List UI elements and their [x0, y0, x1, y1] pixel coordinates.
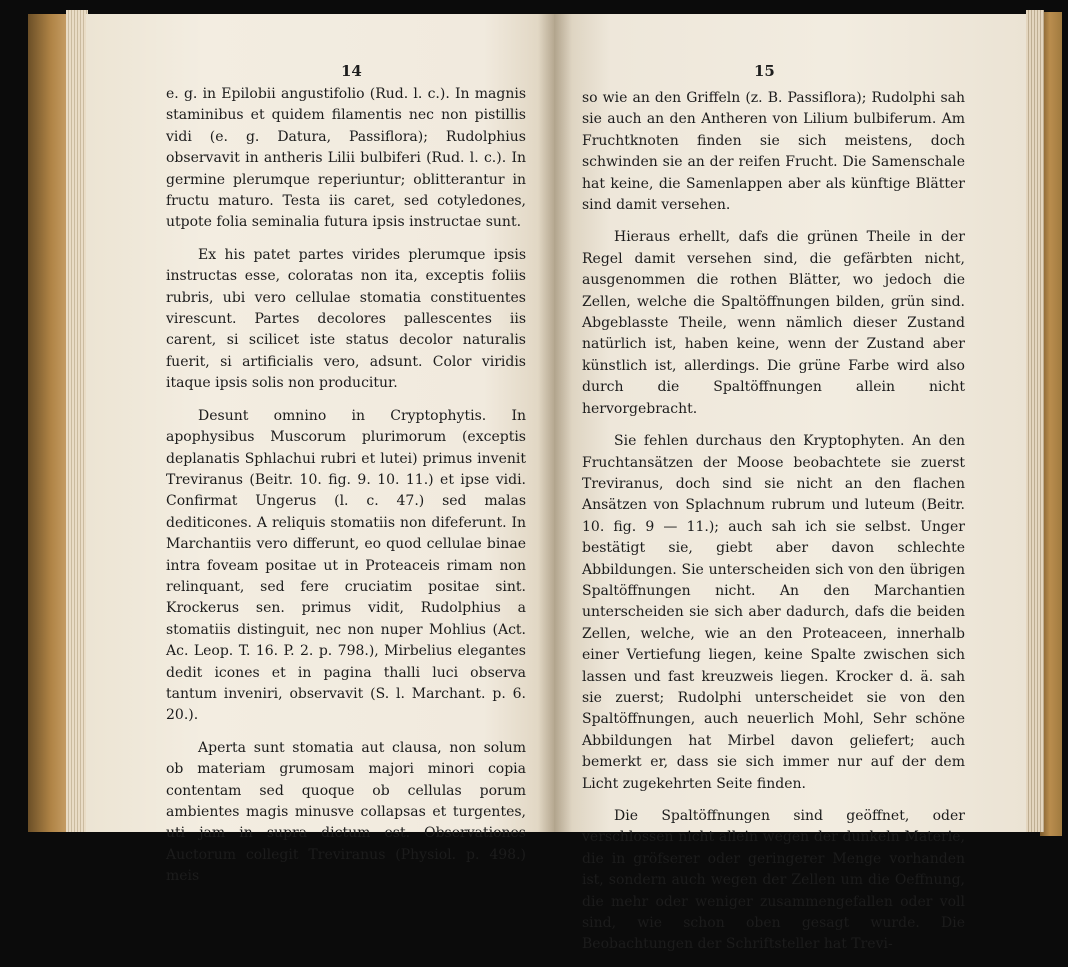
right-paragraph-4: Die Spaltöffnungen sind geöffnet, oder verschlossen nicht allein wegen der dunkeln Materie, die in gröfserer oder geringerer Menge vorhanden ist, sondern auch wegen der Zellen um die Oeffnung, die mehr oder weniger zusammengefallen oder voll sind, wie schon oben gesagt wurde. Die Beobachtungen der Schriftsteller hat Trevi- — [582, 808, 965, 953]
left-page — [86, 14, 554, 885]
page-number-right: 15 — [754, 62, 775, 80]
left-paragraph-3: Desunt omnino in Cryptophytis. In apophysibus Muscorum plurimorum (exceptis deplanatis Sphlachui rubri et lutei) primus invenit Treviranus (Beitr. 10. fig. 9. 10. 11.) et ipse vidi. Confirmat Ungerus (l. c. 47.) sed malas dediticones. A reliquis stomatiis non difeferunt. In Marchantiis vero differunt, eo quod cellulae binae intra foveam positae ut in Proteaceis rimam non relinquant, sed fere cruciatim positae sint. Krockerus sen. primus vidit, Rudolphius a stomatiis distinguit, nec non nuper Mohlius (Act. Ac. Leop. T. 16. P. 2. p. 798.), Mirbelius elegantes dedit icones et in pagina thalli luci observa tantum inveniri, observavit (S. l. Marchant. p. 6. 20.). — [166, 407, 526, 724]
page-edges-left — [66, 10, 88, 832]
page-number-left: 14 — [341, 62, 362, 80]
left-paragraph-1: e. g. in Epilobii angustifolio (Rud. l. c.). In magnis staminibus et quidem filamentis nec non pistillis vidi (e. g. Datura, Passiflora); Rudolphius observavit in antheris Lilii bulbiferi (Rud. l. c.). In germine plerumque reperiuntur; oblitterantur in fructu maturo. Testa iis caret, sed cotyledones, utpote folia seminalia futura ipsis instructae sunt. — [166, 86, 526, 231]
right-paragraph-3: Sie fehlen durchaus den Kryptophyten. An den Fruchtansätzen der Moose beobachtete sie zuerst Treviranus, doch sind sie nicht an den flachen Ansätzen von Splachnum rubrum und luteum (Beitr. 10. fig. 9 — 11.); auch sah ich sie selbst. Unger bestätigt sie, giebt aber davon schlechte Abbildungen. Sie unterscheiden sich von den übrigen Spaltöffnungen nicht. An den Marchantien unterscheiden sie sich aber dadurch, dafs die beiden Zellen, welche, wie an den Proteaceen, innerhalb einer Vertiefung liegen, keine Spalte zwischen sich lassen und fast kreuzweis liegen. Krocker d. ä. sah sie zuerst; Rudolphi unterscheidet sie von den Spaltöffnungen, auch neuerlich Mohl, Sehr schöne Abbildungen hat Mirbel davon geliefert; auch bemerkt er, dass sie sich immer nur auf der dem Licht zugekehrten Seite finden. — [582, 433, 965, 792]
right-paragraph-2: Hieraus erhellt, dafs die grünen Theile in der Regel damit versehen sind, die gefärbten nicht, ausgenommen die rothen Blätter, wo jedoch die Zellen, welche die Spaltöffnungen bilden, grün sind. Abgeblasste Theile, wenn nämlich dieser Zustand natürlich ist, haben keine, wenn der Zustand aber künstlich ist, allerdings. Die grüne Farbe wird also durch die Spaltöffnungen allein nicht hervorgebracht. — [582, 229, 965, 417]
left-paragraph-4: Aperta sunt stomatia aut clausa, non solum ob materiam grumosam majori minori copia contentam sed quoque ob cellulas porum ambientes magis minusve collapsas et turgentes, uti jam in supra dictum est. Observationes Auctorum collegit Treviranus (Physiol. p. 498.) meis — [166, 739, 526, 885]
left-page-text — [166, 84, 526, 899]
page-edges-right — [1026, 10, 1044, 832]
book-gutter-shadow — [538, 14, 572, 832]
left-paragraph-2: Ex his patet partes virides plerumque ipsis instructas esse, coloratas non ita, exceptis foliis rubris, ubi vero cellulae stomatia constituentes virescunt. Partes decolores pallescentes iis carent, si scilicet iste status decolor naturalis fuerit, si artificialis vero, adsunt. Color viridis itaque ipsis solis non producitur. — [166, 246, 526, 392]
right-page-text — [582, 88, 965, 967]
book-cover-left — [28, 14, 70, 832]
right-paragraph-1: so wie an den Griffeln (z. B. Passiflora); Rudolphi sah sie auch an den Antheren von Lilium bulbiferum. Am Fruchtknoten finden sie sich meistens, doch schwinden sie an der reifen Frucht. Die Samenschale hat keine, die Samenlappen aber als künftige Blätter sind damit versehen. — [582, 90, 965, 214]
right-page — [554, 14, 1026, 953]
